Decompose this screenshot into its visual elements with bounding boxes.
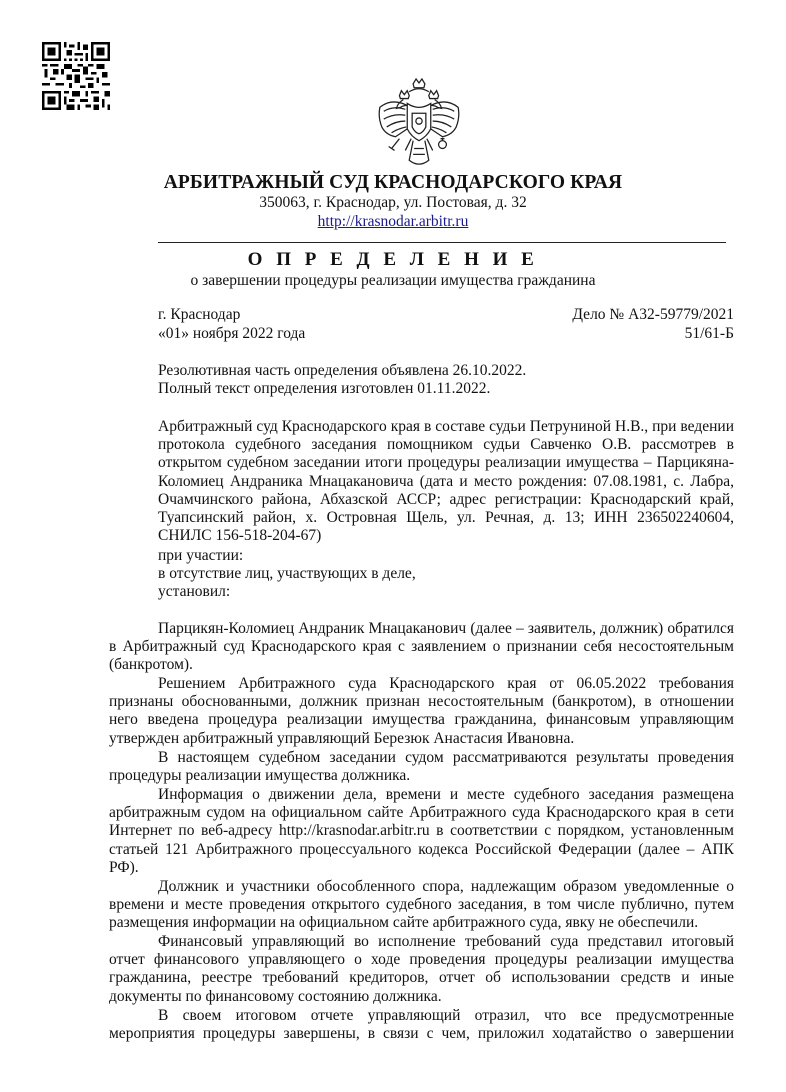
meta-row-1 — [158, 306, 734, 324]
coat-of-arms-icon — [370, 78, 468, 170]
meta-row-2 — [158, 325, 734, 343]
case-suffix: 51/61-Б — [684, 325, 734, 342]
city: г. Краснодар — [158, 306, 241, 323]
decision-date: «01» ноября 2022 года — [158, 325, 306, 342]
body-paragraph-2: Решением Арбитражного суда Краснодарского края от 06.05.2022 требования признаны обоснованными, должник признан несостоятельным (банкротом), в отношении него введена процедура реализации имущества гражданина, финансовым управляющим утвержден арбитражный управляющий Березюк Анастасия Ивановна. — [109, 675, 734, 747]
court-url-link[interactable]: http://krasnodar.arbitr.ru — [317, 213, 469, 230]
announcement-line-2: Полный текст определения изготовлен 01.11.2022. — [158, 380, 491, 397]
body-paragraph-3: В настоящем судебном заседании судом рассматриваются результаты проведения процедуры реализации имущества должника. — [109, 749, 734, 785]
qr-code-icon — [42, 42, 110, 110]
body-paragraph-4: Информация о движении дела, времени и месте судебного заседания размещена арбитражным судом на официальном сайте Арбитражного суда Краснодарского края в сети Интернет по веб-адресу http://krasnodar.arbitr.ru в соответствии с порядком, установленным статьей 121 Арбитражного процессуального кодекса Российской Федерации (далее – АПК РФ). — [109, 786, 734, 876]
body-paragraph-1: Парцикян-Коломиец Андраник Мнацаканович (далее – заявитель, должник) обратился в Арбитражный суд Краснодарского края с заявлением о признании себя несостоятельным (банкротом). — [109, 620, 734, 674]
body-paragraph-6: Финансовый управляющий во исполнение требований суда представил итоговый отчет финансового управляющего о ходе проведения процедуры реализации имущества гражданина, реестре требований кредиторов, отчет об использовании средств и иные документы по финансовому состоянию должника. — [109, 933, 734, 1005]
body-paragraph-5: Должник и участники обособленного спора, надлежащим образом уведомленные о времени и месте проведения открытого судебного заседания, в том числе публично, путем размещения информации на официальном сайте арбитражного суда, явку не обеспечили. — [109, 878, 734, 932]
case-number: Дело № А32-59779/2021 — [572, 306, 734, 323]
document-type-title: О П Р Е Д Е Л Е Н И Е — [247, 249, 539, 270]
established-line: установил: — [158, 583, 231, 600]
court-address: 350063, г. Краснодар, ул. Постовая, д. 32 — [259, 194, 527, 211]
participation-line: при участии: — [158, 547, 244, 564]
header-divider — [158, 242, 726, 243]
document-subtitle: о завершении процедуры реализации имущества гражданина — [190, 272, 596, 289]
announcement-line-1: Резолютивная часть определения объявлена 26.10.2022. — [158, 362, 527, 379]
court-name: АРБИТРАЖНЫЙ СУД КРАСНОДАРСКОГО КРАЯ — [163, 172, 623, 193]
absence-line: в отсутствие лиц, участвующих в деле, — [158, 565, 416, 582]
intro-paragraph: Арбитражный суд Краснодарского края в составе судьи Петруниной Н.В., при ведении протокола судебного заседания помощником судьи Савченко О.В. рассмотрев в открытом судебном заседании итоги процедуры реализации имущества – Парцикяна-Коломиец Андраника Мнацакановича (дата и место рождения: 07.08.1981, с. Лабра, Очамчинского района, Абхазской АССР; адрес регистрации: Краснодарский край, Туапсинский район, х. Островная Щель, ул. Речная, д. 13; ИНН 236502240604, СНИЛС 156-518-204-67) — [158, 418, 734, 545]
body-paragraph-7: В своем итоговом отчете управляющий отразил, что все предусмотренные мероприятия процедуры завершены, в связи с чем, приложил ходатайство о завершении — [109, 1007, 734, 1043]
